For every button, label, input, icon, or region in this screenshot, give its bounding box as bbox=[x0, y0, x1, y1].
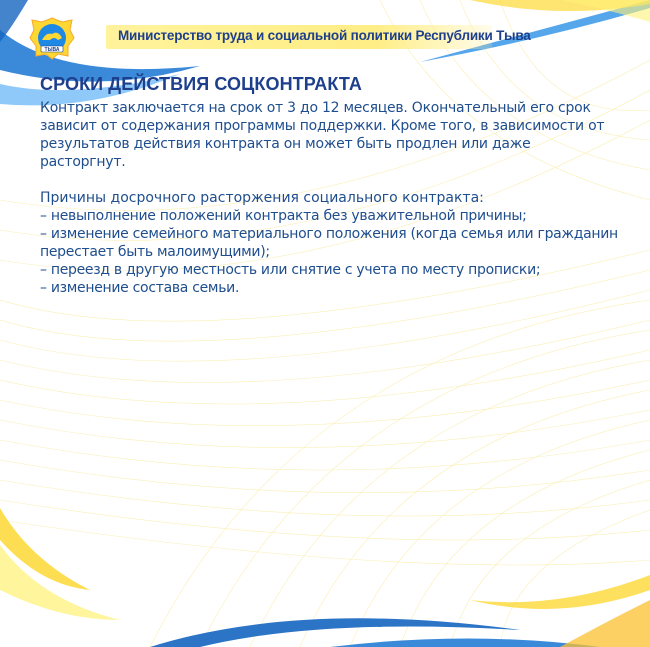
ministry-name-banner bbox=[106, 25, 531, 49]
main-content bbox=[40, 74, 620, 297]
page-title: СРОКИ ДЕЙСТВИЯ СОЦКОНТРАКТА bbox=[40, 74, 362, 94]
intro-paragraph: Контракт заключается на срок от 3 до 12 месяцев. Окончательный его срок зависит от содержания программы поддержки. Кроме того, в зависимости от результатов действия контракта он может быть продлен или даже расторгнут. bbox=[40, 100, 605, 170]
reason-item: – изменение состава семьи. bbox=[40, 280, 240, 296]
paragraph-spacer bbox=[40, 171, 620, 189]
reasons-heading: Причины досрочного расторжения социального контракта: bbox=[40, 190, 484, 206]
header bbox=[22, 12, 632, 62]
svg-text:ТЫВА: ТЫВА bbox=[44, 47, 60, 53]
reason-item: – невыполнение положений контракта без уважительной причины; bbox=[40, 208, 527, 224]
reasons-list bbox=[40, 207, 620, 297]
reason-item: – изменение семейного материального положения (когда семья или гражданин перестает быть малоимущими); bbox=[40, 226, 618, 260]
republic-emblem bbox=[28, 16, 76, 60]
ministry-name: Министерство труда и социальной политики Республики Тыва bbox=[118, 28, 531, 43]
reason-item: – переезд в другую местность или снятие с учета по месту прописки; bbox=[40, 262, 541, 278]
